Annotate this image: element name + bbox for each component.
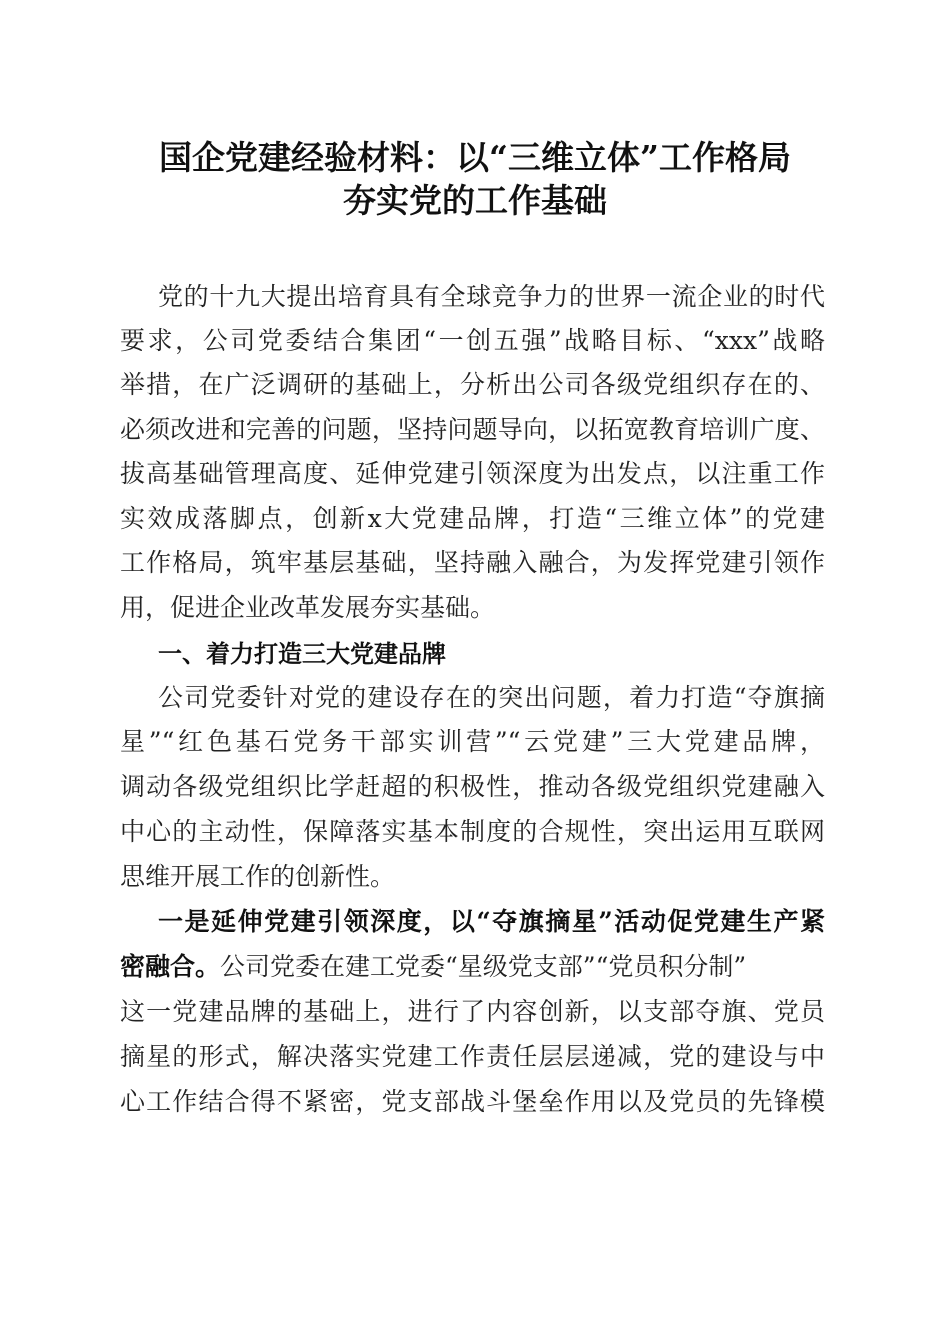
paragraph-2-line-4: 中心的主动性，保障落实基本制度的合规性，突出运用互联网 <box>120 817 825 846</box>
paragraph-3-line-4: 摘星的形式，解决落实党建工作责任层层递减，党的建设与中 <box>120 1042 825 1071</box>
paragraph-3-line-3: 这一党建品牌的基础上，进行了内容创新，以支部夺旗、党员 <box>120 997 825 1026</box>
paragraph-1-line-4: 必须改进和完善的问题，坚持问题导向，以拓宽教育培训广度、 <box>120 415 825 444</box>
paragraph-3-bold-lead: 密融合。 <box>120 952 221 981</box>
paragraph-2-line-1: 公司党委针对党的建设存在的突出问题，着力打造“夺旗摘 <box>158 683 825 712</box>
paragraph-3-line-5: 心工作结合得不紧密，党支部战斗堡垒作用以及党员的先锋模 <box>120 1087 825 1116</box>
paragraph-1-line-3: 举措，在广泛调研的基础上，分析出公司各级党组织存在的、 <box>120 370 825 399</box>
document-title-line-1: 国企党建经验材料：以“三维立体”工作格局 <box>159 138 791 177</box>
paragraph-2-line-5: 思维开展工作的创新性。 <box>120 862 396 891</box>
paragraph-1-line-8: 用，促进企业改革发展夯实基础。 <box>120 593 496 622</box>
paragraph-3-bold-line-1: 一是延伸党建引领深度，以“夺旗摘星”活动促党建生产紧 <box>158 907 825 936</box>
paragraph-1-line-2: 要求，公司党委结合集团“一创五强”战略目标、“xxx”战略 <box>120 326 825 355</box>
paragraph-1-line-1: 党的十九大提出培育具有全球竞争力的世界一流企业的时代 <box>158 282 825 311</box>
paragraph-1-line-5: 拔高基础管理高度、延伸党建引领深度为出发点，以注重工作 <box>120 459 825 488</box>
section-heading-1: 一、着力打造三大党建品牌 <box>158 640 446 668</box>
paragraph-3-line-2 <box>120 945 825 989</box>
paragraph-2-line-2: 星”“红色基石党务干部实训营”“云党建”三大党建品牌， <box>120 727 825 756</box>
paragraph-1-line-7: 工作格局，筑牢基层基础，坚持融入融合，为发挥党建引领作 <box>120 548 825 577</box>
document-title-line-2: 夯实党的工作基础 <box>343 181 607 220</box>
paragraph-1-line-6: 实效成落脚点，创新x大党建品牌，打造“三维立体”的党建 <box>120 504 825 533</box>
paragraph-2-line-3: 调动各级党组织比学赶超的积极性，推动各级党组织党建融入 <box>120 772 825 801</box>
paragraph-3-line-2-rest: 公司党委在建工党委“星级党支部”“党员积分制” <box>220 952 747 981</box>
